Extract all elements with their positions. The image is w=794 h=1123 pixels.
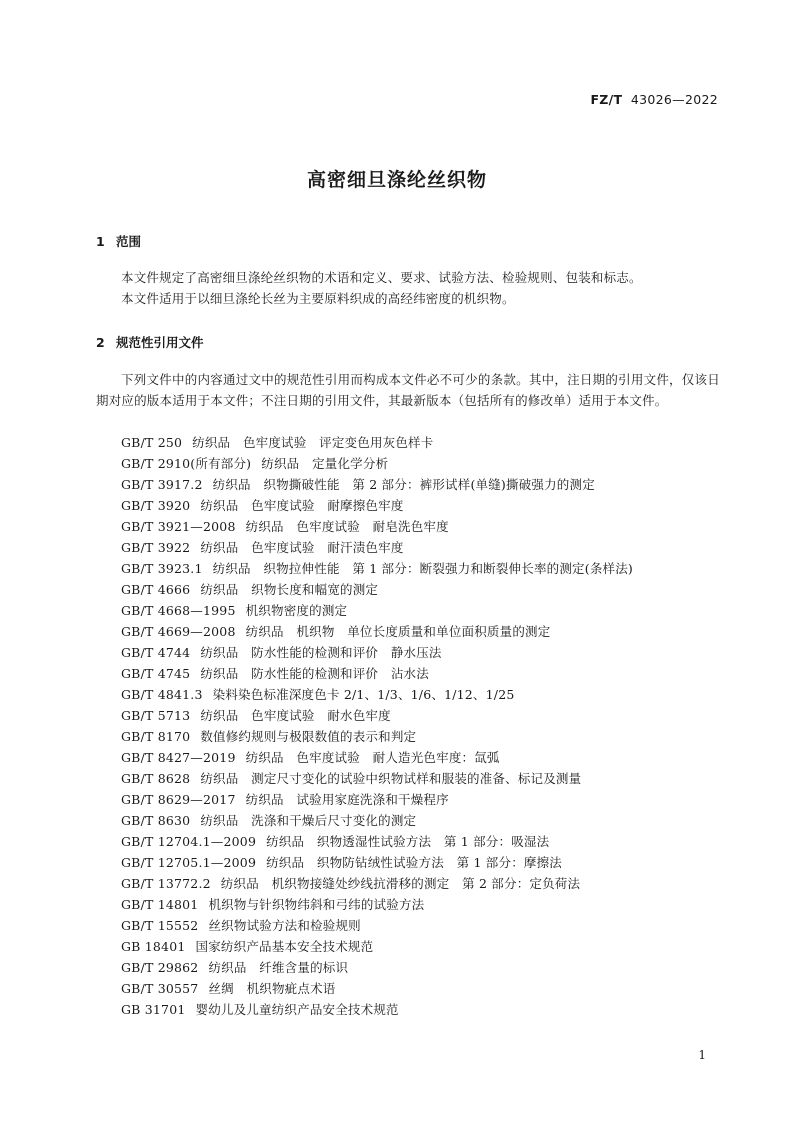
reference-item	[121, 831, 633, 852]
reference-code: GB/T 3921—2008	[121, 519, 236, 534]
section-heading-normative-references	[96, 333, 204, 351]
reference-code: GB/T 3922	[121, 540, 191, 555]
reference-item	[121, 957, 633, 978]
reference-title: 纺织品 色牢度试验 评定变色用灰色样卡	[192, 435, 434, 450]
reference-item	[121, 894, 633, 915]
section-number: 1	[96, 234, 105, 249]
reference-title: 纺织品 机织物 单位长度质量和单位面积质量的测定	[245, 624, 551, 639]
reference-title: 机织物与针织物纬斜和弓纬的试验方法	[208, 897, 425, 912]
reference-title: 数值修约规则与极限数值的表示和判定	[200, 729, 417, 744]
reference-item	[121, 516, 633, 537]
reference-title: 纺织品 色牢度试验 耐摩擦色牢度	[200, 498, 404, 513]
reference-code: GB/T 30557	[121, 981, 199, 996]
reference-code: GB 18401	[121, 939, 186, 954]
reference-title: 纺织品 洗涤和干燥后尺寸变化的测定	[200, 813, 417, 828]
reference-code: GB/T 3923.1	[121, 561, 203, 576]
reference-item	[121, 915, 633, 936]
reference-item	[121, 579, 633, 600]
reference-item	[121, 621, 633, 642]
reference-item	[121, 768, 633, 789]
reference-item	[121, 978, 633, 999]
reference-title: 纺织品 测定尺寸变化的试验中织物试样和服装的准备、标记及测量	[200, 771, 582, 786]
reference-code: GB/T 15552	[121, 918, 199, 933]
page-number: 1	[698, 1048, 706, 1062]
reference-code: GB/T 4668—1995	[121, 603, 236, 618]
reference-item	[121, 558, 633, 579]
reference-title: 纺织品 色牢度试验 耐水色牢度	[200, 708, 391, 723]
reference-item	[121, 684, 633, 705]
reference-code: GB/T 13772.2	[121, 876, 211, 891]
reference-title: 纺织品 防水性能的检测和评价 沾水法	[200, 666, 429, 681]
reference-title: 纺织品 色牢度试验 耐人造光色牢度：氙弧	[245, 750, 500, 765]
reference-title: 纺织品 织物撕破性能 第 2 部分：裤形试样(单缝)撕破强力的测定	[212, 477, 595, 492]
reference-item	[121, 873, 633, 894]
reference-title: 丝绸 机织物疵点术语	[208, 981, 336, 996]
reference-code: GB/T 12705.1—2009	[121, 855, 257, 870]
reference-item	[121, 642, 633, 663]
reference-code: GB/T 14801	[121, 897, 199, 912]
section-number: 2	[96, 335, 105, 350]
scope-paragraph-1: 本文件规定了高密细旦涤纶丝织物的术语和定义、要求、试验方法、检验规则、包装和标志。	[121, 270, 642, 285]
reference-title: 纺织品 织物拉伸性能 第 1 部分：断裂强力和断裂伸长率的测定(条样法)	[212, 561, 633, 576]
reference-title: 纺织品 试验用家庭洗涤和干燥程序	[245, 792, 449, 807]
reference-code: GB 31701	[121, 1002, 186, 1017]
reference-code: GB/T 8170	[121, 729, 191, 744]
reference-item	[121, 453, 633, 474]
scope-paragraph-2: 本文件适用于以细旦涤纶长丝为主要原料织成的高经纬密度的机织物。	[121, 291, 515, 306]
document-code-number: 43026—2022	[630, 92, 718, 107]
reference-title: 纺织品 定量化学分析	[261, 456, 389, 471]
reference-item	[121, 432, 633, 453]
reference-item	[121, 600, 633, 621]
document-code-prefix: FZ/T	[590, 92, 623, 107]
reference-title: 国家纺织产品基本安全技术规范	[195, 939, 374, 954]
reference-title: 丝织物试验方法和检验规则	[208, 918, 361, 933]
reference-title: 纺织品 织物防钻绒性试验方法 第 1 部分：摩擦法	[266, 855, 563, 870]
document-title: 高密细旦涤纶丝织物	[306, 169, 487, 191]
reference-item	[121, 537, 633, 558]
document-code	[590, 92, 718, 107]
reference-code: GB/T 12704.1—2009	[121, 834, 257, 849]
reference-code: GB/T 8427—2019	[121, 750, 236, 765]
reference-item	[121, 747, 633, 768]
reference-code: GB/T 29862	[121, 960, 199, 975]
reference-code: GB/T 4669—2008	[121, 624, 236, 639]
reference-item	[121, 852, 633, 873]
reference-item	[121, 810, 633, 831]
reference-item	[121, 663, 633, 684]
reference-title: 机织物密度的测定	[245, 603, 348, 618]
references-intro-paragraph: 下列文件中的内容通过文中的规范性引用而构成本文件必不可少的条款。其中，注日期的引用文件，仅该日期对应的版本适用于本文件；不注日期的引用文件，其最新版本（包括所有的修改单）适用于本文件。	[96, 372, 720, 408]
reference-title: 婴幼儿及儿童纺织产品安全技术规范	[195, 1002, 399, 1017]
reference-code: GB/T 3917.2	[121, 477, 203, 492]
reference-code: GB/T 5713	[121, 708, 191, 723]
reference-title: 纺织品 纤维含量的标识	[208, 960, 349, 975]
reference-code: GB/T 4666	[121, 582, 191, 597]
reference-title: 染料染色标准深度色卡 2/1、1/3、1/6、1/12、1/25	[212, 687, 515, 702]
reference-item	[121, 705, 633, 726]
reference-code: GB/T 250	[121, 435, 183, 450]
reference-title: 纺织品 织物长度和幅宽的测定	[200, 582, 379, 597]
reference-item	[121, 999, 633, 1020]
reference-item	[121, 936, 633, 957]
reference-code: GB/T 3920	[121, 498, 191, 513]
reference-item	[121, 474, 633, 495]
reference-item	[121, 726, 633, 747]
reference-title: 纺织品 色牢度试验 耐皂洗色牢度	[245, 519, 449, 534]
reference-title: 纺织品 色牢度试验 耐汗渍色牢度	[200, 540, 404, 555]
reference-item	[121, 495, 633, 516]
reference-title: 纺织品 防水性能的检测和评价 静水压法	[200, 645, 442, 660]
reference-code: GB/T 4744	[121, 645, 191, 660]
reference-list	[121, 432, 633, 1020]
reference-title: 纺织品 机织物接缝处纱线抗滑移的测定 第 2 部分：定负荷法	[220, 876, 581, 891]
reference-code: GB/T 8630	[121, 813, 191, 828]
section-title: 范围	[116, 234, 142, 249]
reference-code: GB/T 4745	[121, 666, 191, 681]
reference-code: GB/T 2910(所有部分)	[121, 456, 252, 471]
section-title: 规范性引用文件	[116, 335, 204, 350]
reference-code: GB/T 8628	[121, 771, 191, 786]
reference-code: GB/T 4841.3	[121, 687, 203, 702]
reference-item	[121, 789, 633, 810]
reference-title: 纺织品 织物透湿性试验方法 第 1 部分：吸湿法	[266, 834, 550, 849]
section-heading-scope	[96, 232, 141, 250]
reference-code: GB/T 8629—2017	[121, 792, 236, 807]
